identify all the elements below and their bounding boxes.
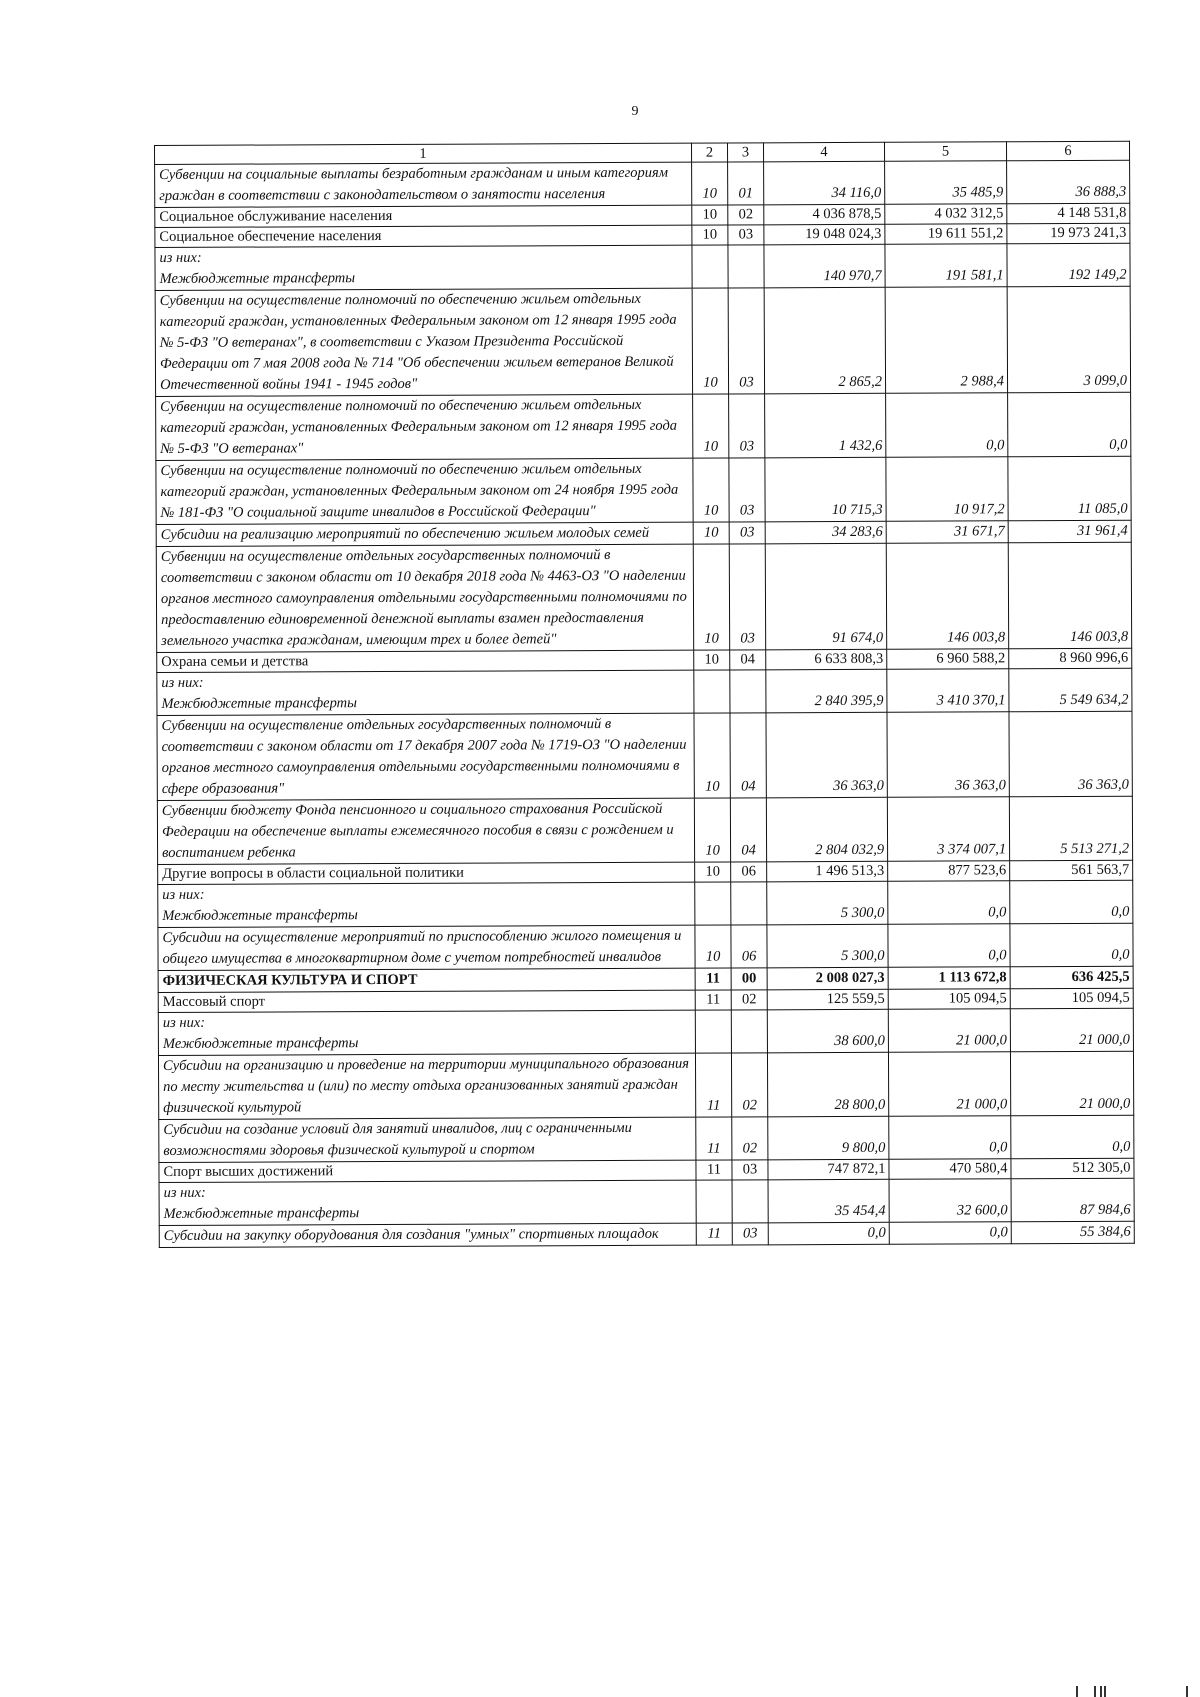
- table-row: [157, 668, 1132, 715]
- row-name-cell: [158, 1010, 695, 1055]
- row-value-col-6: 5 549 634,2: [1009, 668, 1132, 712]
- row-value-col-4: 91 674,0: [765, 543, 886, 650]
- header-col-4: 4: [763, 142, 884, 162]
- row-name: Субвенции на осуществление отдельных государственных полномочий в соответствии с законом области от 17 декабря 2007 года № 1719-ОЗ "О наделении органов местного самоуправления отдельными государственными полномочиями в сфере образования": [161, 716, 687, 797]
- table-row: [155, 286, 1130, 396]
- row-value-col-6: 36 888,3: [1007, 160, 1130, 204]
- budget-sheet: [154, 141, 1134, 1248]
- row-name: Субсидии на реализацию мероприятий по обеспечению жильем молодых семей: [160, 524, 650, 543]
- row-section-code: 10: [693, 458, 729, 522]
- row-value-col-4: 35 454,4: [768, 1179, 889, 1223]
- row-value-col-6: 0,0: [1010, 923, 1133, 967]
- row-value-col-6: 19 973 241,3: [1007, 223, 1130, 244]
- row-name-secondary: Межбюджетные трансферты: [159, 270, 356, 287]
- row-subsection-code: [731, 1010, 767, 1053]
- row-value-col-4: 38 600,0: [767, 1009, 888, 1053]
- row-name-cell: [156, 394, 693, 460]
- table-row: [158, 1051, 1133, 1119]
- row-name: Охрана семьи и детства: [161, 653, 309, 670]
- row-value-col-5: 877 523,6: [888, 861, 1010, 882]
- row-section-code: 10: [692, 288, 728, 394]
- row-value-col-4: 10 715,3: [765, 457, 886, 522]
- row-value-col-6: 0,0: [1010, 880, 1133, 924]
- row-value-col-4: 34 116,0: [764, 161, 885, 205]
- row-subsection-code: 00: [731, 968, 767, 990]
- row-subsection-code: [728, 245, 764, 288]
- header-col-5: 5: [884, 142, 1006, 162]
- row-name: Субсидии на закупку оборудования для создания "умных" спортивных площадок: [163, 1225, 659, 1244]
- row-name-secondary: Межбюджетные трансферты: [161, 695, 357, 712]
- row-value-col-5: 3 410 370,1: [887, 669, 1009, 713]
- row-value-col-6: 105 094,5: [1010, 988, 1133, 1009]
- row-name: Субвенции бюджету Фонда пенсионного и социального страхования Российской Федерации на обеспечение выплаты ежемесячного пособия в связи с рождением и воспитанием ребенка: [161, 800, 674, 861]
- row-subsection-code: 03: [728, 225, 764, 245]
- row-name-cell: [157, 670, 694, 715]
- row-name-cell: [156, 458, 693, 524]
- row-value-col-5: 4 032 312,5: [885, 204, 1007, 225]
- row-section-code: [695, 1010, 731, 1053]
- row-section-code: 10: [693, 522, 729, 544]
- row-value-col-4: 747 872,1: [768, 1159, 889, 1180]
- row-name-cell: [158, 990, 695, 1012]
- row-value-col-5: 32 600,0: [889, 1179, 1011, 1223]
- row-section-code: 10: [694, 650, 730, 670]
- row-name: Субвенции на осуществление полномочий по обеспечению жильем отдельных категорий граждан, установленных Федеральным законом от 24 ноября 1995 года № 181-ФЗ "О социальной защите инвалидов в Российской Федерации": [160, 460, 679, 521]
- row-value-col-6: 11 085,0: [1008, 456, 1131, 521]
- row-section-code: [696, 1180, 732, 1223]
- row-section-code: 11: [696, 1223, 732, 1245]
- header-col-3: 3: [727, 143, 763, 162]
- row-value-col-4: 6 633 808,3: [766, 649, 887, 670]
- row-value-col-4: 1 432,6: [765, 393, 886, 458]
- row-name: Субвенции на социальные выплаты безработным гражданам и иным категориям граждан в соответствии с законодательством о занятости населения: [159, 164, 668, 204]
- row-name-cell: [155, 162, 692, 207]
- row-section-code: 10: [693, 544, 729, 650]
- table-row: [158, 880, 1133, 927]
- row-name-cell: [155, 288, 692, 396]
- row-value-col-6: 36 363,0: [1009, 711, 1132, 797]
- row-name-secondary: Межбюджетные трансферты: [162, 1035, 359, 1052]
- row-value-col-6: 4 148 531,8: [1007, 203, 1130, 224]
- table-row: [156, 542, 1131, 652]
- row-name-cell: [158, 925, 695, 970]
- row-name-cell: [155, 225, 692, 247]
- row-subsection-code: 02: [731, 1053, 767, 1117]
- row-section-code: 10: [695, 925, 731, 968]
- row-value-col-4: 2 840 395,9: [766, 669, 887, 713]
- row-name-cell: [159, 1223, 696, 1247]
- row-value-col-5: 0,0: [889, 1116, 1011, 1160]
- row-subsection-code: [732, 1180, 768, 1223]
- row-section-code: 10: [694, 798, 730, 862]
- row-name: ФИЗИЧЕСКАЯ КУЛЬТУРА И СПОРТ: [162, 971, 418, 989]
- row-name-secondary: Межбюджетные трансферты: [162, 907, 358, 924]
- table-row: [158, 923, 1133, 970]
- row-value-col-4: 34 283,6: [765, 521, 886, 544]
- row-name: Массовый спорт: [162, 993, 266, 1010]
- budget-table-body: [155, 141, 1135, 1247]
- row-value-col-5: 35 485,9: [885, 161, 1007, 205]
- row-name: Субвенции на осуществление отдельных государственных полномочий в соответствии с законом области от 10 декабря 2018 года № 4463-ОЗ "О наделении органов местного самоуправления отдельными государственными полномочиями по предоставлению единовременной денежной выплаты взамен предоставления земельного участка гражданам, имеющим трех и более детей": [160, 547, 687, 649]
- row-name: из них:: [163, 1184, 206, 1201]
- row-name-cell: [159, 1160, 696, 1182]
- row-name-cell: [156, 544, 693, 652]
- row-name-cell: [158, 882, 695, 927]
- row-name: из них:: [162, 1014, 206, 1031]
- row-value-col-5: 470 580,4: [889, 1159, 1011, 1180]
- row-name-cell: [158, 862, 695, 884]
- budget-table: [154, 141, 1135, 1248]
- row-value-col-4: 1 496 513,3: [767, 861, 888, 882]
- row-name: Спорт высших достижений: [163, 1163, 334, 1180]
- row-subsection-code: 01: [728, 162, 764, 205]
- row-section-code: [692, 245, 728, 288]
- row-value-col-5: 21 000,0: [888, 1052, 1010, 1117]
- row-value-col-5: 3 374 007,1: [887, 797, 1009, 862]
- row-section-code: [694, 670, 730, 713]
- row-section-code: 11: [695, 1053, 731, 1117]
- row-value-col-6: 3 099,0: [1007, 286, 1130, 393]
- row-value-col-6: 636 425,5: [1010, 966, 1133, 989]
- row-section-code: 10: [695, 862, 731, 882]
- row-name-cell: [155, 205, 692, 227]
- row-value-col-6: 21 000,0: [1010, 1051, 1133, 1116]
- header-col-6: 6: [1006, 141, 1129, 161]
- row-name-cell: [155, 245, 692, 290]
- row-name: Социальное обслуживание населения: [159, 207, 393, 225]
- row-name-cell: [158, 1053, 695, 1119]
- row-name: Социальное обеспечение населения: [159, 228, 382, 245]
- row-subsection-code: 04: [730, 798, 766, 862]
- row-value-col-4: 125 559,5: [767, 989, 888, 1010]
- table-row: [155, 243, 1130, 290]
- row-section-code: 11: [695, 968, 731, 990]
- row-name-cell: [157, 798, 694, 864]
- row-value-col-4: 140 970,7: [764, 244, 885, 288]
- row-value-col-4: 2 008 027,3: [767, 967, 888, 990]
- row-value-col-6: 192 149,2: [1007, 243, 1130, 287]
- row-subsection-code: 02: [728, 205, 764, 225]
- row-value-col-5: 105 094,5: [888, 989, 1010, 1010]
- table-row: [156, 392, 1131, 460]
- table-row: [155, 160, 1130, 207]
- row-value-col-4: 28 800,0: [767, 1052, 888, 1117]
- row-name-cell: [156, 522, 693, 546]
- header-col-1: 1: [155, 143, 692, 164]
- row-subsection-code: 03: [732, 1223, 768, 1245]
- row-subsection-code: 06: [731, 862, 767, 882]
- table-row: [157, 796, 1132, 864]
- row-value-col-6: 55 384,6: [1011, 1221, 1134, 1244]
- row-value-col-4: 19 048 024,3: [764, 224, 885, 245]
- table-row: [157, 711, 1132, 800]
- row-name: Субвенции на осуществление полномочий по обеспечению жильем отдельных категорий граждан, установленных Федеральным законом от 12 января 1995 года № 5-ФЗ "О ветеранах", в соответствии с Указом Президента Российской Федерации от 7 мая 2008 года № 714 "Об обеспечении жильем ветеранов Великой Отечественной войны 1941 - 1945 годов": [159, 290, 677, 393]
- row-value-col-4: 2 865,2: [764, 287, 885, 394]
- row-subsection-code: 03: [729, 458, 765, 522]
- scan-edge-marks: [1060, 1686, 1190, 1697]
- row-subsection-code: 04: [730, 650, 766, 670]
- row-name: Другие вопросы в области социальной политики: [162, 864, 464, 882]
- row-value-col-5: 36 363,0: [887, 712, 1009, 798]
- row-value-col-5: 0,0: [889, 1222, 1011, 1245]
- row-subsection-code: 02: [731, 990, 767, 1010]
- row-value-col-5: 19 611 551,2: [885, 224, 1007, 245]
- row-section-code: 11: [696, 1160, 732, 1180]
- row-section-code: 11: [696, 1117, 732, 1160]
- row-value-col-4: 0,0: [768, 1222, 889, 1245]
- row-value-col-6: 561 563,7: [1010, 860, 1133, 881]
- row-value-col-5: 21 000,0: [888, 1009, 1010, 1053]
- row-value-col-4: 5 300,0: [767, 881, 888, 925]
- row-value-col-6: 0,0: [1008, 392, 1131, 457]
- row-value-col-4: 4 036 878,5: [764, 204, 885, 225]
- row-value-col-4: 2 804 032,9: [766, 797, 887, 862]
- row-value-col-5: 0,0: [886, 393, 1008, 458]
- header-col-2: 2: [691, 143, 727, 162]
- row-name: Субсидии на осуществление мероприятий по приспособлению жилого помещения и общего имущества в многоквартирном доме с учетом потребностей инвалидов: [162, 927, 682, 967]
- row-section-code: 10: [692, 205, 728, 225]
- row-subsection-code: 06: [731, 925, 767, 968]
- row-value-col-6: 0,0: [1011, 1115, 1134, 1159]
- row-value-col-5: 31 671,7: [886, 521, 1008, 544]
- row-subsection-code: [731, 882, 767, 925]
- row-name-cell: [158, 968, 695, 992]
- row-value-col-6: 21 000,0: [1010, 1008, 1133, 1052]
- row-name-secondary: Межбюджетные трансферты: [163, 1205, 360, 1222]
- table-row: [159, 1221, 1134, 1247]
- row-subsection-code: [730, 670, 766, 713]
- row-value-col-5: 191 581,1: [885, 244, 1007, 288]
- row-value-col-4: 9 800,0: [768, 1116, 889, 1160]
- row-value-col-6: 87 984,6: [1011, 1178, 1134, 1222]
- row-subsection-code: 03: [729, 522, 765, 544]
- page-number: 9: [631, 104, 639, 119]
- row-section-code: [695, 882, 731, 925]
- table-row: [159, 1178, 1134, 1225]
- table-row: [156, 456, 1131, 524]
- row-subsection-code: 03: [728, 288, 764, 394]
- row-name-cell: [159, 1180, 696, 1225]
- row-subsection-code: 04: [730, 713, 766, 798]
- row-name-cell: [157, 650, 694, 672]
- row-value-col-4: 5 300,0: [767, 924, 888, 968]
- row-value-col-5: 0,0: [888, 924, 1010, 968]
- row-name: Субсидии на создание условий для занятий инвалидов, лиц с ограниченными возможностями здоровья физической культурой и спортом: [163, 1119, 632, 1159]
- row-name: Субсидии на организацию и проведение на территории муниципального образования по месту жительства и (или) по месту отдыха организованных занятий граждан физической культурой: [162, 1055, 690, 1116]
- row-name-cell: [157, 713, 694, 800]
- row-subsection-code: 03: [732, 1160, 768, 1180]
- row-section-code: 10: [693, 394, 729, 458]
- row-section-code: 11: [695, 990, 731, 1010]
- row-section-code: 10: [692, 162, 728, 205]
- row-subsection-code: 02: [732, 1117, 768, 1160]
- row-value-col-5: 10 917,2: [886, 457, 1008, 522]
- row-value-col-6: 146 003,8: [1008, 542, 1131, 649]
- row-subsection-code: 03: [729, 394, 765, 458]
- table-row: [158, 1008, 1133, 1055]
- row-name: из них:: [159, 249, 202, 266]
- row-value-col-6: 5 513 271,2: [1009, 796, 1132, 861]
- row-value-col-5: 0,0: [888, 881, 1010, 925]
- row-subsection-code: 03: [729, 544, 765, 650]
- row-section-code: 10: [692, 225, 728, 245]
- row-name-cell: [159, 1117, 696, 1162]
- row-value-col-6: 512 305,0: [1011, 1158, 1134, 1179]
- row-section-code: 10: [694, 713, 730, 798]
- row-value-col-6: 31 961,4: [1008, 520, 1131, 543]
- row-value-col-5: 2 988,4: [885, 287, 1007, 394]
- row-value-col-5: 6 960 588,2: [887, 649, 1009, 670]
- row-name: из них:: [161, 674, 204, 691]
- row-value-col-5: 146 003,8: [886, 543, 1008, 650]
- row-value-col-4: 36 363,0: [766, 712, 887, 798]
- table-row: [159, 1115, 1134, 1162]
- row-name: из них:: [162, 886, 205, 903]
- row-name: Субвенции на осуществление полномочий по обеспечению жильем отдельных категорий граждан, установленных Федеральным законом от 12 января 1995 года № 5-ФЗ "О ветеранах": [160, 396, 678, 457]
- row-value-col-6: 8 960 996,6: [1009, 648, 1132, 669]
- row-value-col-5: 1 113 672,8: [888, 967, 1010, 990]
